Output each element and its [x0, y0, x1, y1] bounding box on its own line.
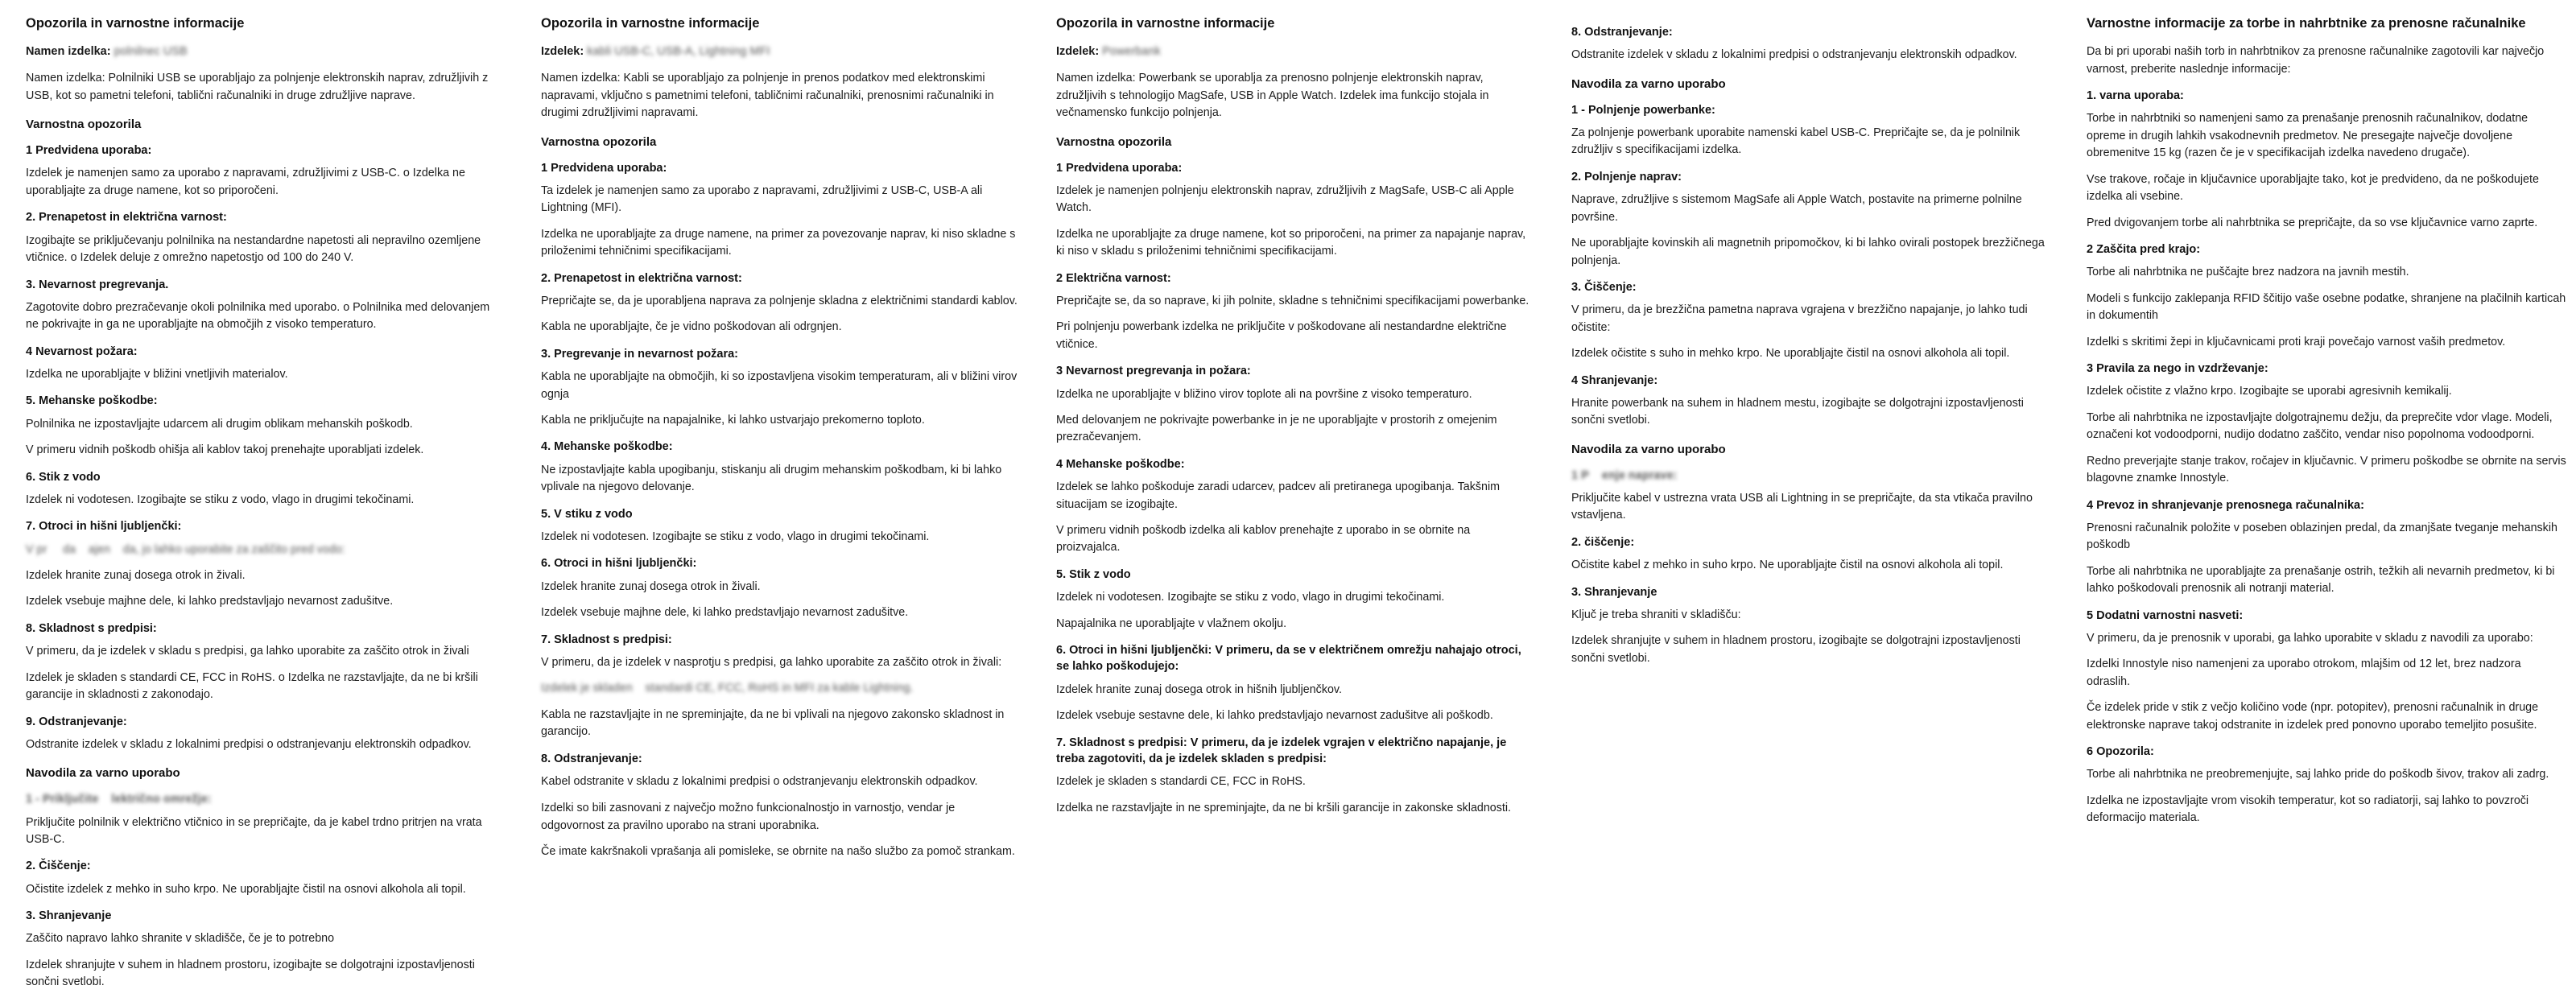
item-paragraph: Naprave, združljive s sistemom MagSafe ali Apple Watch, postavite na primerne polnilne površine. [1571, 193, 2022, 224]
section-item [541, 632, 1021, 741]
item-heading: 9. Odstranjevanje: [26, 715, 127, 728]
product-name-line [541, 43, 1021, 60]
item-paragraph: Med delovanjem ne pokrivajte powerbanke in je ne uporabljajte v prostorih z omejenim prezračevanjem. [1056, 413, 1497, 444]
section-item [541, 506, 1021, 546]
product-name-line [26, 43, 506, 60]
item-paragraph: Torbe in nahrbtniki so namenjeni samo za prenašanje prenosnih računalnikov, dodatne opreme in drugih lahkih vsakodnevnih predmetov. Ne presegajte največje dovoljene obremenitve 15 kg (razen če je v specifikacijah izdelka navedeno drugače). [2087, 112, 2529, 160]
section-item [1571, 169, 2051, 270]
item-heading: 1 - Polnjenje powerbanke: [1571, 103, 1715, 117]
section-item [1056, 456, 1536, 557]
item-paragraph: Izdelek je skladen s standardi CE, FCC in RoHS. [1056, 775, 1306, 789]
item-heading: 3 Nevarnost pregrevanja in požara: [1056, 365, 1251, 378]
product-name-value: kabli USB-C, USB-A, Lightning MFI [587, 45, 770, 59]
section-item [1571, 373, 2051, 430]
item-paragraph: Izdelek ni vodotesen. Izogibajte se stiku z vodo, vlago in drugimi tekočinami. [541, 530, 930, 543]
item-paragraph: Priključite kabel v ustrezna vrata USB ali Lightning in se prepričajte, da sta vtikača pravilno vstavljena. [1571, 492, 2033, 522]
section-item [541, 555, 1021, 621]
item-paragraph: Za polnjenje powerbank uporabite namenski kabel USB-C. Prepričajte se, da je polnilnik združljiv s specifikacijami izdelka. [1571, 126, 2021, 157]
product-name-line [1056, 43, 1536, 60]
item-heading: 2. čiščenje: [1571, 535, 1635, 549]
document-column [523, 14, 1038, 870]
document-column [8, 14, 523, 1001]
item-paragraph: Izdelka ne uporabljajte v bližino virov toplote ali na površine z visoko temperaturo. [1056, 387, 1472, 401]
section-item [26, 908, 506, 992]
item-paragraph: Izdelek očistite z vlažno krpo. Izogibajte se uporabi agresivnih kemikalij. [2087, 385, 2452, 398]
column-title: Opozorila in varnostne informacije [541, 16, 760, 31]
item-heading: 2. Čiščenje: [26, 860, 91, 873]
column-intro: Namen izdelka: Polnilniki USB se uporabljajo za polnjenje elektronskih naprav, združljivih z USB, kot so pametni telefoni, tablični računalniki in druge združljive naprave. [26, 72, 489, 102]
item-paragraph: Pred dvigovanjem torbe ali nahrbtnika se prepričajte, da so vse ključavnice varno zaprte. [2087, 216, 2538, 229]
product-name-label: Izdelek: [541, 45, 584, 59]
section-item [1571, 279, 2051, 363]
item-paragraph: Prenosni računalnik položite v poseben oblazinjen predal, da zmanjšate tveganje mehanskih poškodb [2087, 521, 2557, 552]
item-heading: 3. Čiščenje: [1571, 280, 1637, 294]
item-heading: 1 P enje naprave: [1571, 468, 1678, 482]
item-paragraph: Priključite polnilnik v električno vtičnico in se prepričajte, da je kabel trdno pritrjen na vrata USB-C. [26, 815, 482, 846]
item-paragraph: Izdelek vsebuje sestavne dele, ki lahko predstavljajo nevarnost zadušitve ali poškodb. [1056, 709, 1493, 723]
item-heading: 3. Pregrevanje in nevarnost požara: [541, 347, 738, 361]
column-intro: Namen izdelka: Kabli se uporabljajo za polnjenje in prenos podatkov med elektronskimi napravami, vključno s pametnimi telefoni, tabličnimi računalniki, prenosnimi računalniki in drugimi združljivimi napravami. [541, 72, 994, 120]
item-paragraph: Kabla ne uporabljajte, če je vidno poškodovan ali odrgnjen. [541, 320, 842, 334]
item-paragraph: Redno preverjajte stanje trakov, ročajev in ključavnic. V primeru poškodbe se obrnite na servis blagovne znamke Innostyle. [2087, 454, 2566, 485]
item-heading: 1. varna uporaba: [2087, 89, 2184, 103]
section-item [26, 518, 506, 611]
item-heading: 6. Stik z vodo [26, 470, 101, 484]
product-name-label: Namen izdelka: [26, 45, 111, 59]
item-heading: 8. Odstranjevanje: [541, 752, 642, 765]
section-item [2087, 608, 2566, 734]
item-paragraph: Kabel odstranite v skladu z lokalnimi predpisi o odstranjevanju elektronskih odpadkov. [541, 774, 978, 788]
item-paragraph: Izdelek se lahko poškoduje zaradi udarcev, padcev ali pretiranega upogibanja. Takšnim situacijam se izogibajte. [1056, 480, 1501, 511]
section-item [2087, 497, 2566, 598]
item-heading: 5 Dodatni varnostni nasveti: [2087, 608, 2244, 622]
item-heading: 2. Prenapetost in električna varnost: [26, 211, 227, 225]
section-item [26, 209, 506, 266]
item-heading: 4. Mehanske poškodbe: [541, 440, 673, 454]
item-heading: 4 Shranjevanje: [1571, 373, 1658, 387]
section-item [1571, 102, 2051, 159]
item-paragraph: Očistite kabel z mehko in suho krpo. Ne uporabljajte čistil na osnovi alkohola ali topil. [1571, 559, 2004, 572]
section-item [26, 344, 506, 384]
item-paragraph: Če izdelek pride v stik z večjo količino vode (npr. potopitev), prenosni računalnik in druge elektronske naprave takoj odstranite in izdelek pred ponovno uporabo temeljito posušite. [2087, 701, 2539, 732]
section-item [2087, 744, 2566, 827]
section-heading: Navodila za varno uporabo [1571, 76, 1726, 91]
column-intro: Da bi pri uporabi naših torb in nahrbtnikov za prenosne računalnike zagotovili kar največjo varnost, preberite naslednje informacije: [2087, 45, 2545, 76]
item-paragraph: Izdelek očistite s suho in mehko krpo. Ne uporabljajte čistil na osnovi alkohola ali topil. [1571, 347, 2010, 361]
item-heading: 3. Nevarnost pregrevanja. [26, 278, 169, 291]
section-item [2087, 241, 2566, 351]
item-heading: 6. Otroci in hišni ljubljenčki: V primeru, da se v električnem omrežju nahajajo otroci, se lahko poškodujejo: [1056, 644, 1521, 674]
item-paragraph: Izogibajte se priključevanju polnilnika na nestandardne napetosti ali nepravilno ozemljene vtičnice. o Izdelek deluje z omrežno napetostjo od 100 do 240 V. [26, 233, 481, 265]
item-heading: 7. Skladnost s predpisi: [541, 633, 672, 646]
section-item [541, 270, 1021, 336]
section-item [26, 277, 506, 334]
item-heading: 1 Predvidena uporaba: [26, 144, 152, 158]
section-item [26, 858, 506, 898]
item-heading: 2. Polnjenje naprav: [1571, 170, 1682, 183]
item-paragraph: Kabla ne razstavljajte in ne spreminjajte, da ne bi vplivali na njegovo zakonsko skladnost in garancijo. [541, 707, 1005, 739]
item-paragraph: V primeru vidnih poškodb izdelka ali kablov prenehajte z uporabo in se obrnite na proizvajalca. [1056, 524, 1471, 555]
section-item [26, 393, 506, 459]
section-heading: Varnostna opozorila [26, 118, 142, 132]
item-paragraph: Torbe ali nahrbtnika ne izpostavljajte dolgotrajnemu dežju, da preprečite vdor vlage. Modeli, označeni kot vodoodporni, nudijo dodatno zaščito, vendar niso popolnoma vodoodporni. [2087, 410, 2553, 442]
item-paragraph: Izdelka ne izpostavljajte vrom visokih temperatur, kot so radiatorji, saj lahko to povzroči deformacijo materiala. [2087, 794, 2529, 825]
item-paragraph: V primeru, da je izdelek v skladu s predpisi, ga lahko uporabite za zaščito otrok in živali [26, 645, 469, 658]
item-heading: 1 Predvidena uporaba: [1056, 161, 1183, 175]
section-heading: Varnostna opozorila [1056, 134, 1172, 149]
item-paragraph: Izdelek je skladen s standardi CE, FCC in RoHS. o Izdelka ne razstavljajte, da ne bi kršili garancije in skladnosti z zakonodajo. [26, 670, 478, 702]
product-name-value: Powerbank [1102, 45, 1161, 59]
document-column [1554, 14, 2069, 677]
item-paragraph: Vse trakove, ročaje in ključavnice uporabljajte tako, kot je predvideno, da ne poškodujete izdelka ali vsebine. [2087, 172, 2539, 204]
section-item [1571, 584, 2051, 668]
section-item [541, 160, 1021, 261]
item-paragraph: Odstranite izdelek v skladu z lokalnimi predpisi o odstranjevanju elektronskih odpadkov. [1571, 48, 2017, 62]
item-paragraph: Izdelki s skritimi žepi in ključavnicami proti kraji povečajo varnost vaših predmetov. [2087, 335, 2506, 348]
item-paragraph: Odstranite izdelek v skladu z lokalnimi predpisi o odstranjevanju elektronskih odpadkov. [26, 737, 472, 751]
item-paragraph: Torbe ali nahrbtnika ne preobremenjujte, saj lahko pride do poškodb šivov, trakov ali zadrg. [2087, 768, 2549, 781]
product-name-value: polnilnec USB [114, 45, 188, 59]
item-paragraph: Izdelek hranite zunaj dosega otrok in hišnih ljubljenčkov. [1056, 682, 1342, 696]
item-paragraph: Izdelek vsebuje majhne dele, ki lahko predstavljajo nevarnost zadušitve. [26, 595, 394, 608]
item-heading: 2. Prenapetost in električna varnost: [541, 271, 742, 285]
item-paragraph: Izdelek hranite zunaj dosega otrok in živali. [26, 569, 246, 583]
section-item [26, 621, 506, 704]
item-paragraph: Modeli s funkcijo zaklepanja RFID ščitijo vaše osebne podatke, shranjene na plačilnih karticah in dokumentih [2087, 291, 2566, 323]
item-paragraph: Izdelka ne razstavljajte in ne spreminjajte, da ne bi kršili garancije in zakonske skladnosti. [1056, 801, 1512, 814]
column-footer-note: Izdelki so bili zasnovani z največjo možno funkcionalnostjo in varnostjo, vendar je odgovornost za pravilno uporabo na strani uporabnika. [541, 802, 956, 832]
item-paragraph: Napajalnika ne uporabljajte v vlažnem okolju. [1056, 616, 1287, 630]
item-paragraph: Ne uporabljajte kovinskih ali magnetnih pripomočkov, ki bi lahko ovirali postopek brezžičnega polnjenja. [1571, 237, 2045, 267]
item-paragraph: Izdelek shranjujte v suhem in hladnem prostoru, izogibajte se dolgotrajni izpostavljenosti sončni svetlobi. [1571, 634, 2021, 665]
section-item [26, 142, 506, 200]
item-heading: 8. Skladnost s predpisi: [26, 621, 157, 635]
item-heading: 6 Opozorila: [2087, 745, 2154, 759]
column-footer-note: Če imate kakršnakoli vprašanja ali pomisleke, se obrnite na našo službo za pomoč strankam. [541, 845, 1015, 859]
section-item [2087, 361, 2566, 487]
item-heading: 1 - Priključite lektrično omrežje: [26, 793, 212, 806]
section-item [1056, 270, 1536, 354]
section-item [1571, 534, 2051, 575]
item-heading: 7. Otroci in hišni ljubljenčki: [26, 520, 182, 534]
section-item [541, 751, 1021, 791]
item-heading: 5. Mehanske poškodbe: [26, 394, 158, 408]
item-paragraph: Hranite powerbank na suhem in hladnem mestu, izogibajte se dolgotrajni izpostavljenosti sončni svetlobi. [1571, 396, 2024, 427]
item-paragraph: V primeru, da je brezžična pametna naprava vgrajena v brezžično napajanje, jo lahko tudi očistite: [1571, 303, 2028, 334]
item-paragraph: V primeru vidnih poškodb ohišja ali kablov takoj prenehajte uporabljati izdelek. [26, 443, 424, 457]
item-paragraph: Izdelek ni vodotesen. Izogibajte se stiku z vodo, vlago in drugimi tekočinami. [26, 493, 415, 506]
section-item [541, 346, 1021, 430]
item-paragraph: Prepričajte se, da so naprave, ki jih polnite, skladne s tehničnimi specifikacijami powerbanke. [1056, 294, 1530, 307]
item-paragraph: Ključ je treba shraniti v skladišču: [1571, 608, 1741, 621]
item-heading: 3. Shranjevanje [1571, 585, 1657, 599]
document-column [1038, 14, 1554, 827]
item-heading: 5. V stiku z vodo [541, 507, 633, 521]
item-paragraph: Zaščito napravo lahko shranite v skladišče, če je to potrebno [26, 932, 335, 946]
section-item [26, 791, 506, 848]
item-paragraph: Torbe ali nahrbtnika ne uporabljajte za prenašanje ostrih, težkih ali nevarnih predmetov, ki bi lahko poškodovali prenosnik ali notranji material. [2087, 564, 2555, 596]
item-heading: 6. Otroci in hišni ljubljenčki: [541, 557, 697, 571]
item-paragraph: Kabla ne priključujte na napajalnike, ki lahko ustvarjajo prekomerno toploto. [541, 413, 925, 427]
item-paragraph: Zagotovite dobro prezračevanje okoli polnilnika med uporabo. o Polnilnika med delovanjem ne pokrivajte in ga ne uporabljajte na območjih z visoko temperaturo. [26, 300, 490, 332]
product-name-label: Izdelek: [1056, 45, 1100, 59]
item-paragraph: Ne izpostavljajte kabla upogibanju, stiskanju ali drugim mehanskim poškodbam, ki bi lahko vplivale na njegovo delovanje. [541, 463, 1002, 494]
column-title: Opozorila in varnostne informacije [26, 16, 245, 31]
section-item [1571, 468, 2051, 525]
item-paragraph: Izdelek shranjujte v suhem in hladnem prostoru, izogibajte se dolgotrajni izpostavljenosti sončni svetlobi. [26, 958, 475, 989]
item-heading: 8. Odstranjevanje: [1571, 26, 1673, 39]
section-item [1056, 735, 1536, 817]
item-paragraph: Izdelka ne uporabljajte za druge namene, na primer za povezovanje naprav, ki niso skladne s priloženimi tehničnimi specifikacijami. [541, 227, 1016, 258]
item-paragraph: V primeru, da je prenosnik v uporabi, ga lahko uporabite v skladu z navodili za uporabo: [2087, 631, 2533, 645]
item-heading: 7. Skladnost s predpisi: V primeru, da je izdelek vgrajen v električno napajanje, je treba zagotoviti, da je izdelek skladen s predpisi: [1056, 736, 1507, 765]
item-paragraph: V primeru, da je izdelek v nasprotju s predpisi, ga lahko uporabite za zaščito otrok in živali: [541, 655, 1002, 669]
item-paragraph: Torbe ali nahrbtnika ne puščajte brez nadzora na javnih mestih. [2087, 266, 2409, 279]
item-paragraph: Prepričajte se, da je uporabljena naprava za polnjenje skladna z električnimi standardi kablov. [541, 294, 1018, 307]
item-heading: 4 Nevarnost požara: [26, 344, 138, 358]
item-paragraph: Izdelka ne uporabljajte v bližini vnetljivih materialov. [26, 367, 288, 381]
column-title: Varnostne informacije za torbe in nahrbtnike za prenosne računalnike [2087, 16, 2526, 31]
item-paragraph: Polnilnika ne izpostavljajte udarcem ali drugim oblikam mehanskih poškodb. [26, 417, 413, 431]
item-paragraph: Izdelka ne uporabljajte za druge namene, kot so priporočeni, na primer za napajanje naprav, ki niso v skladu s priloženimi tehničnimi specifikacijami. [1056, 227, 1526, 258]
section-item [1056, 567, 1536, 633]
item-paragraph: Ta izdelek je namenjen samo za uporabo z napravami, združljivimi z USB-C, USB-A ali Lightning (MFI). [541, 183, 983, 215]
column-title: Opozorila in varnostne informacije [1056, 16, 1275, 31]
item-heading: 2 Električna varnost: [1056, 271, 1171, 285]
section-item [1056, 160, 1536, 261]
section-item [26, 469, 506, 509]
item-paragraph: Izdelki Innostyle niso namenjeni za uporabo otrokom, mlajšim od 12 let, brez nadzora odraslih. [2087, 658, 2521, 688]
item-heading: 2 Zaščita pred krajo: [2087, 243, 2201, 257]
section-heading: Varnostna opozorila [541, 134, 657, 149]
item-paragraph: V pr da ajen da, jo lahko uporabite za zaščito pred vodo: [26, 542, 345, 556]
section-item [541, 439, 1021, 496]
section-heading: Navodila za varno uporabo [26, 766, 180, 781]
item-heading: 3. Shranjevanje [26, 909, 112, 923]
section-heading: Navodila za varno uporabo [1571, 442, 1726, 456]
item-heading: 1 Predvidena uporaba: [541, 161, 667, 175]
item-paragraph: Pri polnjenju powerbank izdelka ne priključite v poškodovane ali nestandardne električne vtičnice. [1056, 320, 1507, 351]
section-item [26, 714, 506, 754]
item-heading: 3 Pravila za nego in vzdrževanje: [2087, 362, 2268, 376]
item-paragraph: Izdelek hranite zunaj dosega otrok in živali. [541, 579, 761, 593]
column-intro: Namen izdelka: Powerbank se uporablja za prenosno polnjenje elektronskih naprav, združljivih s tehnologijo MagSafe, USB in Apple Watch. Izdelek ima funkcijo stojala in večnamensko funkcijo polnjenja. [1056, 72, 1489, 120]
item-heading: 5. Stik z vodo [1056, 567, 1131, 581]
item-paragraph: Izdelek vsebuje majhne dele, ki lahko predstavljajo nevarnost zadušitve. [541, 606, 909, 620]
item-paragraph: Izdelek je namenjen polnjenju elektronskih naprav, združljivih z MagSafe, USB-C ali Apple Watch. [1056, 183, 1514, 215]
section-item [2087, 88, 2566, 232]
item-heading: 4 Prevoz in shranjevanje prenosnega računalnika: [2087, 498, 2364, 512]
document-column [2069, 14, 2576, 837]
section-item [1056, 363, 1536, 447]
item-heading: 4 Mehanske poškodbe: [1056, 457, 1185, 471]
section-item [1571, 24, 2051, 64]
item-paragraph: Izdelek je namenjen samo za uporabo z napravami, združljivimi z USB-C. o Izdelka ne uporabljajte za druge namene, kot so priporočeni. [26, 167, 465, 197]
item-paragraph: Izdelek je skladen standardi CE, FCC, RoHS in MFI za kable Lightning. [541, 682, 914, 695]
item-paragraph: Očistite izdelek z mehko in suho krpo. Ne uporabljajte čistil na osnovi alkohola ali topil. [26, 882, 466, 896]
section-item [1056, 642, 1536, 724]
item-paragraph: Izdelek ni vodotesen. Izogibajte se stiku z vodo, vlago in drugimi tekočinami. [1056, 591, 1445, 604]
item-paragraph: Kabla ne uporabljajte na območjih, ki so izpostavljena visokim temperaturam, ali v bližini virov ognja [541, 370, 1018, 401]
